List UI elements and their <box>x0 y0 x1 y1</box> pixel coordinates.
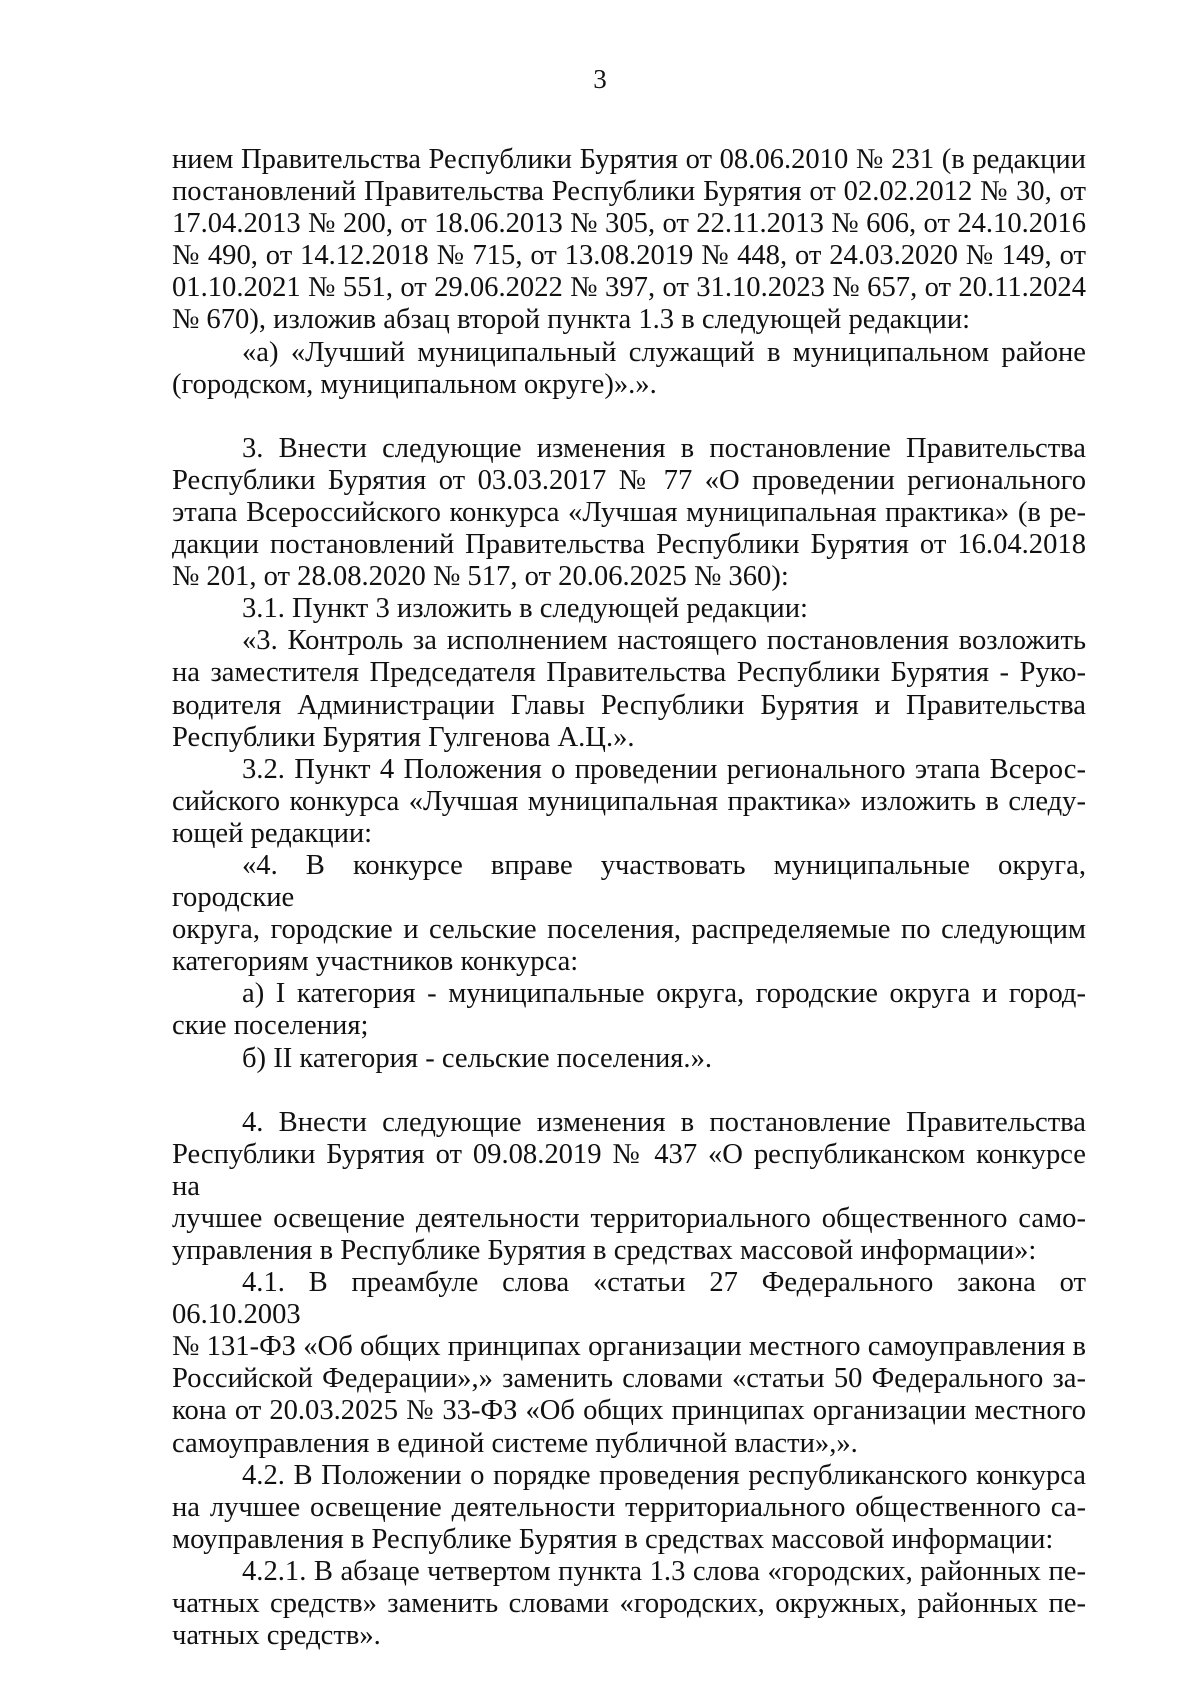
text-line: моуправления в Республике Бурятия в средствах массовой информации: <box>172 1523 1054 1555</box>
text-line: 17.04.2013 № 200, от 18.06.2013 № 305, от 22.11.2013 № 606, от 24.10.2016 <box>172 208 1086 240</box>
text-line: округа, городские и сельские поселения, распределяемые по следующим <box>172 914 1086 946</box>
text-line: сийского конкурса «Лучшая муниципальная практика» изложить в следу- <box>172 785 1086 817</box>
text-line: 3.2. Пункт 4 Положения о проведении регионального этапа Всерос- <box>242 753 1086 785</box>
text-line: б) II категория - сельские поселения.». <box>242 1042 713 1074</box>
text-line: Российской Федерации»,» заменить словами «статьи 50 Федерального за- <box>172 1363 1086 1395</box>
text-line: (городском, муниципальном округе)».». <box>172 368 657 400</box>
text-line: 3. Внести следующие изменения в постановление Правительства <box>242 432 1086 464</box>
text-line: ские поселения; <box>172 1010 369 1042</box>
text-line: 4.2.1. В абзаце четвертом пункта 1.3 слова «городских, районных пе- <box>242 1555 1086 1587</box>
text-line: а) I категория - муниципальные округа, городские округа и город- <box>242 978 1086 1010</box>
text-line: дакции постановлений Правительства Республики Бурятия от 16.04.2018 <box>172 529 1086 561</box>
text-line: постановлений Правительства Республики Бурятия от 02.02.2012 № 30, от <box>172 176 1086 208</box>
text-line: этапа Всероссийского конкурса «Лучшая муниципальная практика» (в ре- <box>172 496 1086 528</box>
text-line: Республики Бурятия Гулгенова А.Ц.». <box>172 721 635 753</box>
text-line: 3.1. Пункт 3 изложить в следующей редакции: <box>242 593 808 625</box>
text-line: лучшее освещение деятельности территориального общественного само- <box>172 1202 1086 1234</box>
text-line: чатных средств» заменить словами «городских, окружных, районных пе- <box>172 1588 1086 1620</box>
text-line: управления в Республике Бурятия в средствах массовой информации»: <box>172 1235 1037 1266</box>
text-line: № 670), изложив абзац второй пункта 1.3 в следующей редакции: <box>172 304 971 336</box>
text-line: № 131-ФЗ «Об общих принципах организации местного самоуправления в <box>172 1331 1086 1363</box>
text-line: Республики Бурятия от 09.08.2019 № 437 «О республиканском конкурсе на <box>172 1138 1086 1202</box>
text-line: «4. В конкурсе вправе участвовать муниципальные округа, городские <box>172 849 1086 914</box>
text-line: на заместителя Председателя Правительства Республики Бурятия - Руко- <box>172 657 1086 689</box>
text-line: категориям участников конкурса: <box>172 946 579 978</box>
text-line: самоуправления в единой системе публичной власти»,». <box>172 1427 858 1459</box>
text-line: «а) «Лучший муниципальный служащий в муниципальном районе <box>242 336 1086 368</box>
paragraph-spacer <box>172 401 1086 433</box>
paragraph-spacer <box>172 1075 1086 1107</box>
text-line: № 490, от 14.12.2018 № 715, от 13.08.2019 № 448, от 24.03.2020 № 149, от <box>172 240 1086 272</box>
text-line: 4.2. В Положении о порядке проведения республиканского конкурса <box>242 1459 1086 1491</box>
text-line: № 201, от 28.08.2020 № 517, от 20.06.2025 № 360): <box>172 561 789 593</box>
text-line: «3. Контроль за исполнением настоящего постановления возложить <box>242 625 1086 657</box>
text-line: ющей редакции: <box>172 817 373 849</box>
text-line: 01.10.2021 № 551, от 29.06.2022 № 397, от 31.10.2023 № 657, от 20.11.2024 <box>172 272 1086 304</box>
text-line: чатных средств». <box>172 1620 381 1652</box>
text-line: нием Правительства Республики Бурятия от 08.06.2010 № 231 (в редакции <box>172 144 1086 175</box>
text-line: 4. Внести следующие изменения в постановление Правительства <box>242 1106 1086 1138</box>
text-line: на лучшее освещение деятельности территориального общественного са- <box>172 1491 1086 1523</box>
text-line: Республики Бурятия от 03.03.2017 № 77 «О проведении регионального <box>172 464 1086 496</box>
text-line: кона от 20.03.2025 № 33-ФЗ «Об общих принципах организации местного <box>172 1395 1086 1427</box>
text-line: 4.1. В преамбуле слова «статьи 27 Федерального закона от 06.10.2003 <box>172 1267 1086 1331</box>
text-line: водителя Администрации Главы Республики Бурятия и Правительства <box>172 689 1086 721</box>
page-number: 3 <box>593 64 607 94</box>
document-body <box>172 144 1086 1652</box>
